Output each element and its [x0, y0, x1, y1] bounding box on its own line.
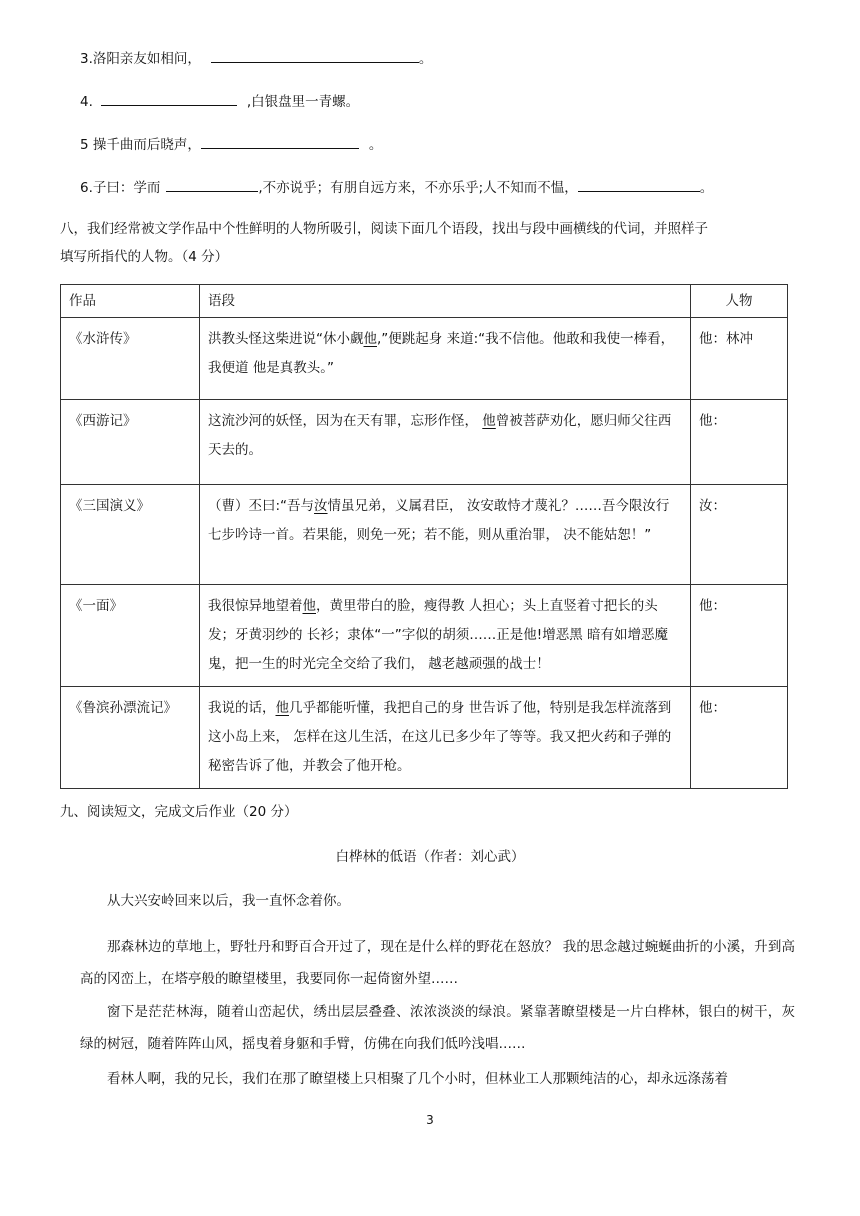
- section-9-heading: 九、阅读短文，完成文后作业（20 分）: [60, 804, 298, 820]
- header-passage: 语段: [200, 285, 691, 318]
- article-paragraph: 那森林边的草地上，野牡丹和野百合开过了，现在是什么样的野花在怒放？ 我的思念越过蜿蜒曲折的小溪，升到高高的冈峦上，在塔亭般的瞭望楼里，我要同你一起倚窗外望……: [80, 939, 795, 987]
- article-paragraph: 从大兴安岭回来以后，我一直怀念着你。: [107, 893, 350, 909]
- article-paragraph: 看林人啊，我的兄长，我们在那了瞭望楼上只相聚了几个小时，但林业工人那颗纯洁的心，却永远涤荡着: [107, 1071, 728, 1087]
- question-5-text: 5 操千曲而后晓声，: [80, 137, 201, 153]
- work-cell: 《鲁滨孙漂流记》: [61, 687, 200, 789]
- answer-blank[interactable]: [101, 91, 237, 106]
- work-cell: 《一面》: [61, 585, 200, 687]
- underlined-pronoun: 他: [482, 413, 496, 429]
- person-cell[interactable]: 他：: [691, 687, 788, 789]
- question-3-text: 3.洛阳亲友如相问，: [80, 51, 201, 67]
- work-cell: 《三国演义》: [61, 485, 200, 585]
- underlined-pronoun: 他: [275, 700, 289, 716]
- question-6-middle: ,不亦说乎；有朋自远方来，不亦乐乎;人不知而不愠，: [258, 180, 578, 196]
- answer-blank[interactable]: [578, 177, 700, 192]
- question-4-end: ,白银盘里一青螺。: [246, 94, 360, 110]
- question-5-end: 。: [368, 137, 383, 153]
- underlined-pronoun: 汝: [314, 498, 328, 514]
- passage-cell: 这流沙河的妖怪，因为在天有罪，忘形作怪， 他曾被菩萨劝化，愿归师父往西天去的。: [200, 400, 691, 485]
- question-5: [80, 134, 382, 155]
- question-3-end: 。: [418, 51, 433, 67]
- page-number: 3: [426, 1113, 434, 1127]
- header-work: 作品: [61, 285, 200, 318]
- passage-cell: 我说的话，他几乎都能听懂，我把自己的身 世告诉了他，特别是我怎样流落到这小岛上来， 怎样在这儿生活，在这儿已多少年了等等。我又把火药和子弹的秘密告诉了他，并教会了他开枪。: [200, 687, 691, 789]
- underlined-pronoun: 他: [302, 598, 316, 614]
- question-4-text: 4.: [80, 94, 93, 110]
- table-row: [61, 687, 788, 789]
- answer-blank[interactable]: [211, 48, 419, 63]
- passage-cell: 洪教头怪这柴进说“休小觑他,”便跳起身 来道:“我不信他。他敢和我使一棒看，我便道 他是真教头。”: [200, 318, 691, 400]
- answer-blank[interactable]: [201, 134, 359, 149]
- person-cell[interactable]: 他：林冲: [691, 318, 788, 400]
- table-row: [61, 400, 788, 485]
- article-paragraph: 窗下是茫茫林海，随着山峦起伏，绣出层层叠叠、浓浓淡淡的绿浪。紧靠著瞭望楼是一片白桦林，银白的树干，灰绿的树冠，随着阵阵山风，摇曳着身躯和手臂，仿佛在向我们低吟浅唱……: [80, 1004, 795, 1052]
- question-4: [80, 91, 359, 112]
- person-cell[interactable]: 他：: [691, 585, 788, 687]
- answer-blank[interactable]: [166, 177, 258, 192]
- question-6-end: 。: [699, 180, 714, 196]
- work-cell: 《西游记》: [61, 400, 200, 485]
- question-6-text: 6.子曰：学而: [80, 180, 161, 196]
- underlined-pronoun: 他: [363, 331, 377, 347]
- question-6: [80, 177, 713, 198]
- table-row: [61, 485, 788, 585]
- person-cell[interactable]: 他：: [691, 400, 788, 485]
- character-table: [60, 284, 788, 789]
- person-cell[interactable]: 汝：: [691, 485, 788, 585]
- passage-cell: 我很惊异地望着他，黄里带白的脸，瘦得教 人担心；头上直竖着寸把长的头发；牙黄羽纱的 长衫；隶体“一”字似的胡须……正是他!增恶黑 暗有如增恶魔鬼，把一生的时光完全交给了我们， 越老越顽强的战士！: [200, 585, 691, 687]
- table-row: [61, 585, 788, 687]
- work-cell: 《水浒传》: [61, 318, 200, 400]
- article-title: 白桦林的低语（作者：刘心武）: [335, 849, 525, 865]
- table-header-row: [61, 285, 788, 318]
- section-8-instruction-line2: 填写所指代的人物。（4 分）: [60, 249, 229, 265]
- question-3: [80, 48, 432, 69]
- header-person: 人物: [691, 285, 788, 318]
- table-row: [61, 318, 788, 400]
- passage-cell: （曹）丕曰:“吾与汝情虽兄弟，义属君臣， 汝安敢恃才蔑礼？……吾今限汝行七步吟诗一首。若果能，则免一死；若不能，则从重治罪， 决不能姑恕！”: [200, 485, 691, 585]
- section-8-instruction-line1: 八，我们经常被文学作品中个性鲜明的人物所吸引，阅读下面几个语段，找出与段中画横线的代词，并照样子: [60, 221, 708, 237]
